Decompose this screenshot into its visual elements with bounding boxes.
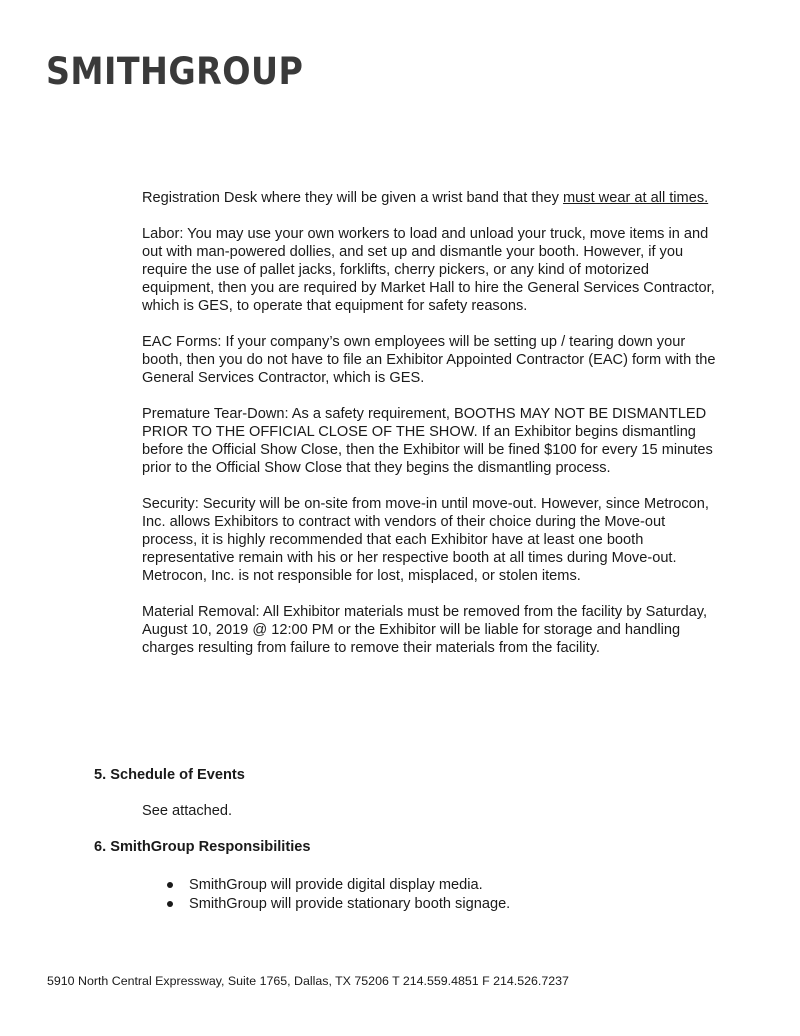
schedule-heading: 5. Schedule of Events	[94, 767, 245, 783]
list-item-text: SmithGroup will provide digital display media.	[189, 877, 483, 893]
responsibilities-list	[167, 876, 510, 914]
schedule-text: See attached.	[142, 803, 233, 819]
document-body	[142, 189, 722, 675]
footer-address: 5910 North Central Expressway, Suite 1765, Dallas, TX 75206 T 214.559.4851 F 214.526.7237	[47, 974, 569, 988]
security-paragraph: Security: Security will be on-site from move-in until move-out. However, since Metrocon, Inc. allows Exhibitors to contract with vendors of their choice during the Move-out process, it is highly recommended that each Exhibitor have at least one booth representative remain with his or her respective booth at all times during Move-out. Metrocon, Inc. is not responsible for lost, misplaced, or stolen items.	[142, 496, 709, 584]
registration-paragraph	[142, 189, 722, 207]
bullet-icon	[167, 882, 173, 888]
company-logo: SMITHGROUP	[46, 50, 304, 93]
list-item	[167, 895, 510, 914]
labor-paragraph: Labor: You may use your own workers to load and unload your truck, move items in and out with man-powered dollies, and set up and dismantle your booth. However, if you require the use of pallet jacks, forklifts, cherry pickers, or any kind of motorized equipment, then you are required by Market Hall to hire the General Services Contractor, which is GES, to operate that equipment for safety reasons.	[142, 226, 715, 314]
premature-teardown-paragraph: Premature Tear-Down: As a safety requirement, BOOTHS MAY NOT BE DISMANTLED PRIOR TO THE OFFICIAL CLOSE OF THE SHOW. If an Exhibitor begins dismantling before the Official Show Close, then the Exhibitor will be fined $100 for every 15 minutes prior to the Official Show Close that they begins the dismantling process.	[142, 406, 713, 476]
list-item-text: SmithGroup will provide stationary booth signage.	[189, 896, 511, 912]
responsibilities-heading: 6. SmithGroup Responsibilities	[94, 839, 311, 855]
eac-forms-paragraph: EAC Forms: If your company’s own employees will be setting up / tearing down your booth, then you do not have to file an Exhibitor Appointed Contractor (EAC) form with the General Services Contractor, which is GES.	[142, 334, 716, 386]
material-removal-paragraph: Material Removal: All Exhibitor materials must be removed from the facility by Saturday, August 10, 2019 @ 12:00 PM or the Exhibitor will be liable for storage and handling charges resulting from failure to remove their materials from the facility.	[142, 604, 708, 656]
registration-underlined-text: must wear at all times.	[563, 190, 709, 206]
registration-text: Registration Desk where they will be given a wrist band that they	[142, 190, 563, 206]
bullet-icon	[167, 901, 173, 907]
list-item	[167, 876, 510, 895]
